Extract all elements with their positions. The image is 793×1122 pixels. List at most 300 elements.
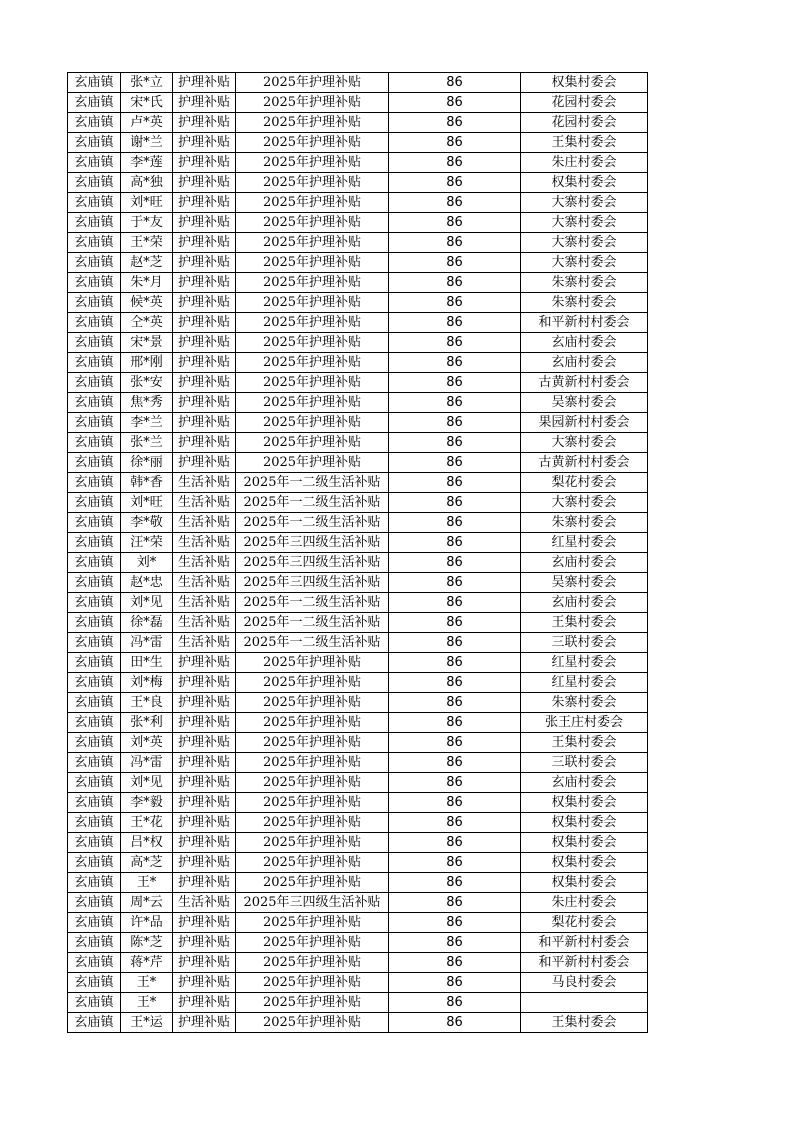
subsidy-type-cell: 生活补贴	[173, 493, 236, 513]
name-cell: 田*生	[121, 653, 173, 673]
subsidy-table-body	[68, 73, 648, 1033]
village-cell: 吴寨村委会	[521, 393, 648, 413]
amount-cell: 86	[389, 773, 521, 793]
village-cell: 王集村委会	[521, 613, 648, 633]
town-cell: 玄庙镇	[68, 813, 121, 833]
name-cell: 徐*磊	[121, 613, 173, 633]
subsidy-item-cell: 2025年护理补贴	[236, 653, 389, 673]
village-cell: 三联村委会	[521, 753, 648, 773]
table-row	[68, 213, 648, 233]
village-cell	[521, 993, 648, 1013]
town-cell: 玄庙镇	[68, 73, 121, 93]
name-cell: 吕*权	[121, 833, 173, 853]
amount-cell: 86	[389, 653, 521, 673]
subsidy-type-cell: 护理补贴	[173, 393, 236, 413]
village-cell: 果园新村村委会	[521, 413, 648, 433]
village-cell: 玄庙村委会	[521, 773, 648, 793]
town-cell: 玄庙镇	[68, 833, 121, 853]
table-row	[68, 453, 648, 473]
table-row	[68, 233, 648, 253]
subsidy-type-cell: 护理补贴	[173, 693, 236, 713]
subsidy-type-cell: 护理补贴	[173, 713, 236, 733]
table-row	[68, 173, 648, 193]
village-cell: 玄庙村委会	[521, 333, 648, 353]
amount-cell: 86	[389, 233, 521, 253]
name-cell: 蒋*芹	[121, 953, 173, 973]
name-cell: 王*良	[121, 693, 173, 713]
subsidy-type-cell: 护理补贴	[173, 993, 236, 1013]
table-row	[68, 913, 648, 933]
subsidy-type-cell: 护理补贴	[173, 133, 236, 153]
table-row	[68, 673, 648, 693]
table-row	[68, 313, 648, 333]
table-row	[68, 653, 648, 673]
name-cell: 焦*秀	[121, 393, 173, 413]
amount-cell: 86	[389, 133, 521, 153]
subsidy-type-cell: 护理补贴	[173, 1013, 236, 1033]
table-row	[68, 893, 648, 913]
town-cell: 玄庙镇	[68, 553, 121, 573]
subsidy-item-cell: 2025年护理补贴	[236, 373, 389, 393]
table-row	[68, 953, 648, 973]
subsidy-type-cell: 护理补贴	[173, 373, 236, 393]
amount-cell: 86	[389, 493, 521, 513]
name-cell: 徐*丽	[121, 453, 173, 473]
name-cell: 卢*英	[121, 113, 173, 133]
village-cell: 古黄新村村委会	[521, 453, 648, 473]
town-cell: 玄庙镇	[68, 333, 121, 353]
subsidy-type-cell: 护理补贴	[173, 873, 236, 893]
subsidy-item-cell: 2025年护理补贴	[236, 453, 389, 473]
name-cell: 王*	[121, 973, 173, 993]
subsidy-item-cell: 2025年一二级生活补贴	[236, 513, 389, 533]
name-cell: 张*利	[121, 713, 173, 733]
subsidy-type-cell: 护理补贴	[173, 753, 236, 773]
village-cell: 朱寨村委会	[521, 513, 648, 533]
subsidy-type-cell: 生活补贴	[173, 593, 236, 613]
village-cell: 朱寨村委会	[521, 293, 648, 313]
town-cell: 玄庙镇	[68, 293, 121, 313]
subsidy-type-cell: 护理补贴	[173, 113, 236, 133]
village-cell: 大寨村委会	[521, 493, 648, 513]
subsidy-type-cell: 护理补贴	[173, 853, 236, 873]
name-cell: 赵*忠	[121, 573, 173, 593]
amount-cell: 86	[389, 373, 521, 393]
amount-cell: 86	[389, 193, 521, 213]
village-cell: 权集村委会	[521, 813, 648, 833]
town-cell: 玄庙镇	[68, 173, 121, 193]
village-cell: 权集村委会	[521, 73, 648, 93]
village-cell: 王集村委会	[521, 1013, 648, 1033]
amount-cell: 86	[389, 953, 521, 973]
town-cell: 玄庙镇	[68, 233, 121, 253]
amount-cell: 86	[389, 593, 521, 613]
town-cell: 玄庙镇	[68, 393, 121, 413]
name-cell: 候*英	[121, 293, 173, 313]
name-cell: 李*莲	[121, 153, 173, 173]
subsidy-item-cell: 2025年护理补贴	[236, 813, 389, 833]
town-cell: 玄庙镇	[68, 313, 121, 333]
village-cell: 朱寨村委会	[521, 693, 648, 713]
subsidy-item-cell: 2025年护理补贴	[236, 993, 389, 1013]
table-row	[68, 113, 648, 133]
name-cell: 刘*英	[121, 733, 173, 753]
subsidy-type-cell: 生活补贴	[173, 633, 236, 653]
table-row	[68, 253, 648, 273]
table-row	[68, 733, 648, 753]
subsidy-item-cell: 2025年护理补贴	[236, 213, 389, 233]
town-cell: 玄庙镇	[68, 973, 121, 993]
village-cell: 马良村委会	[521, 973, 648, 993]
table-row	[68, 633, 648, 653]
amount-cell: 86	[389, 333, 521, 353]
village-cell: 大寨村委会	[521, 193, 648, 213]
village-cell: 三联村委会	[521, 633, 648, 653]
subsidy-item-cell: 2025年护理补贴	[236, 133, 389, 153]
name-cell: 于*友	[121, 213, 173, 233]
town-cell: 玄庙镇	[68, 793, 121, 813]
town-cell: 玄庙镇	[68, 633, 121, 653]
subsidy-item-cell: 2025年一二级生活补贴	[236, 633, 389, 653]
table-row	[68, 93, 648, 113]
name-cell: 冯*雷	[121, 753, 173, 773]
table-row	[68, 393, 648, 413]
subsidy-item-cell: 2025年一二级生活补贴	[236, 593, 389, 613]
town-cell: 玄庙镇	[68, 853, 121, 873]
amount-cell: 86	[389, 513, 521, 533]
amount-cell: 86	[389, 813, 521, 833]
table-row	[68, 693, 648, 713]
town-cell: 玄庙镇	[68, 273, 121, 293]
village-cell: 权集村委会	[521, 873, 648, 893]
town-cell: 玄庙镇	[68, 93, 121, 113]
subsidy-item-cell: 2025年护理补贴	[236, 313, 389, 333]
name-cell: 刘*梅	[121, 673, 173, 693]
village-cell: 红星村委会	[521, 533, 648, 553]
subsidy-item-cell: 2025年护理补贴	[236, 333, 389, 353]
town-cell: 玄庙镇	[68, 573, 121, 593]
name-cell: 张*立	[121, 73, 173, 93]
subsidy-type-cell: 护理补贴	[173, 333, 236, 353]
subsidy-type-cell: 生活补贴	[173, 613, 236, 633]
subsidy-item-cell: 2025年护理补贴	[236, 693, 389, 713]
subsidy-type-cell: 护理补贴	[173, 833, 236, 853]
village-cell: 和平新村村委会	[521, 933, 648, 953]
name-cell: 汪*荣	[121, 533, 173, 553]
name-cell: 张*兰	[121, 433, 173, 453]
town-cell: 玄庙镇	[68, 493, 121, 513]
subsidy-type-cell: 护理补贴	[173, 653, 236, 673]
subsidy-type-cell: 生活补贴	[173, 553, 236, 573]
subsidy-type-cell: 生活补贴	[173, 513, 236, 533]
table-row	[68, 993, 648, 1013]
amount-cell: 86	[389, 893, 521, 913]
table-row	[68, 613, 648, 633]
subsidy-type-cell: 护理补贴	[173, 353, 236, 373]
table-row	[68, 753, 648, 773]
amount-cell: 86	[389, 173, 521, 193]
subsidy-item-cell: 2025年护理补贴	[236, 713, 389, 733]
village-cell: 朱庄村委会	[521, 153, 648, 173]
subsidy-item-cell: 2025年护理补贴	[236, 793, 389, 813]
subsidy-item-cell: 2025年三四级生活补贴	[236, 573, 389, 593]
village-cell: 古黄新村村委会	[521, 373, 648, 393]
table-row	[68, 933, 648, 953]
subsidy-type-cell: 护理补贴	[173, 453, 236, 473]
name-cell: 刘*旺	[121, 193, 173, 213]
subsidy-type-cell: 护理补贴	[173, 293, 236, 313]
subsidy-item-cell: 2025年护理补贴	[236, 233, 389, 253]
subsidy-type-cell: 护理补贴	[173, 213, 236, 233]
subsidy-item-cell: 2025年护理补贴	[236, 393, 389, 413]
amount-cell: 86	[389, 693, 521, 713]
name-cell: 周*云	[121, 893, 173, 913]
amount-cell: 86	[389, 713, 521, 733]
table-row	[68, 813, 648, 833]
name-cell: 刘*	[121, 553, 173, 573]
town-cell: 玄庙镇	[68, 613, 121, 633]
town-cell: 玄庙镇	[68, 133, 121, 153]
subsidy-item-cell: 2025年护理补贴	[236, 273, 389, 293]
amount-cell: 86	[389, 453, 521, 473]
amount-cell: 86	[389, 933, 521, 953]
village-cell: 张王庄村委会	[521, 713, 648, 733]
subsidy-table-sheet	[67, 72, 648, 1033]
subsidy-item-cell: 2025年护理补贴	[236, 753, 389, 773]
table-row	[68, 333, 648, 353]
subsidy-type-cell: 护理补贴	[173, 93, 236, 113]
amount-cell: 86	[389, 873, 521, 893]
amount-cell: 86	[389, 93, 521, 113]
table-row	[68, 973, 648, 993]
subsidy-type-cell: 护理补贴	[173, 973, 236, 993]
town-cell: 玄庙镇	[68, 373, 121, 393]
amount-cell: 86	[389, 433, 521, 453]
town-cell: 玄庙镇	[68, 433, 121, 453]
amount-cell: 86	[389, 853, 521, 873]
town-cell: 玄庙镇	[68, 513, 121, 533]
amount-cell: 86	[389, 793, 521, 813]
amount-cell: 86	[389, 73, 521, 93]
amount-cell: 86	[389, 213, 521, 233]
amount-cell: 86	[389, 993, 521, 1013]
town-cell: 玄庙镇	[68, 1013, 121, 1033]
town-cell: 玄庙镇	[68, 113, 121, 133]
table-row	[68, 513, 648, 533]
subsidy-item-cell: 2025年护理补贴	[236, 353, 389, 373]
table-row	[68, 833, 648, 853]
village-cell: 大寨村委会	[521, 433, 648, 453]
name-cell: 王*运	[121, 1013, 173, 1033]
subsidy-item-cell: 2025年护理补贴	[236, 293, 389, 313]
village-cell: 梨花村委会	[521, 913, 648, 933]
subsidy-item-cell: 2025年三四级生活补贴	[236, 533, 389, 553]
name-cell: 刘*见	[121, 773, 173, 793]
subsidy-type-cell: 护理补贴	[173, 913, 236, 933]
amount-cell: 86	[389, 673, 521, 693]
amount-cell: 86	[389, 313, 521, 333]
town-cell: 玄庙镇	[68, 713, 121, 733]
town-cell: 玄庙镇	[68, 193, 121, 213]
table-row	[68, 573, 648, 593]
village-cell: 大寨村委会	[521, 233, 648, 253]
table-row	[68, 293, 648, 313]
town-cell: 玄庙镇	[68, 753, 121, 773]
table-row	[68, 413, 648, 433]
table-row	[68, 473, 648, 493]
amount-cell: 86	[389, 113, 521, 133]
subsidy-type-cell: 护理补贴	[173, 273, 236, 293]
table-row	[68, 133, 648, 153]
table-row	[68, 373, 648, 393]
subsidy-item-cell: 2025年护理补贴	[236, 913, 389, 933]
name-cell: 张*安	[121, 373, 173, 393]
amount-cell: 86	[389, 293, 521, 313]
subsidy-type-cell: 生活补贴	[173, 473, 236, 493]
subsidy-type-cell: 护理补贴	[173, 433, 236, 453]
town-cell: 玄庙镇	[68, 253, 121, 273]
subsidy-type-cell: 生活补贴	[173, 573, 236, 593]
subsidy-type-cell: 护理补贴	[173, 793, 236, 813]
town-cell: 玄庙镇	[68, 773, 121, 793]
table-row	[68, 1013, 648, 1033]
subsidy-item-cell: 2025年护理补贴	[236, 953, 389, 973]
town-cell: 玄庙镇	[68, 953, 121, 973]
name-cell: 朱*月	[121, 273, 173, 293]
table-row	[68, 853, 648, 873]
amount-cell: 86	[389, 533, 521, 553]
subsidy-type-cell: 护理补贴	[173, 813, 236, 833]
subsidy-item-cell: 2025年护理补贴	[236, 1013, 389, 1033]
subsidy-type-cell: 护理补贴	[173, 933, 236, 953]
table-row	[68, 713, 648, 733]
amount-cell: 86	[389, 913, 521, 933]
table-row	[68, 553, 648, 573]
subsidy-type-cell: 护理补贴	[173, 193, 236, 213]
town-cell: 玄庙镇	[68, 153, 121, 173]
name-cell: 李*兰	[121, 413, 173, 433]
town-cell: 玄庙镇	[68, 213, 121, 233]
amount-cell: 86	[389, 413, 521, 433]
amount-cell: 86	[389, 473, 521, 493]
town-cell: 玄庙镇	[68, 933, 121, 953]
village-cell: 玄庙村委会	[521, 353, 648, 373]
subsidy-item-cell: 2025年护理补贴	[236, 93, 389, 113]
town-cell: 玄庙镇	[68, 473, 121, 493]
town-cell: 玄庙镇	[68, 353, 121, 373]
name-cell: 许*品	[121, 913, 173, 933]
amount-cell: 86	[389, 153, 521, 173]
table-row	[68, 193, 648, 213]
subsidy-type-cell: 护理补贴	[173, 733, 236, 753]
subsidy-type-cell: 护理补贴	[173, 673, 236, 693]
subsidy-item-cell: 2025年护理补贴	[236, 253, 389, 273]
subsidy-type-cell: 护理补贴	[173, 773, 236, 793]
name-cell: 谢*兰	[121, 133, 173, 153]
name-cell: 李*敬	[121, 513, 173, 533]
amount-cell: 86	[389, 273, 521, 293]
subsidy-item-cell: 2025年护理补贴	[236, 873, 389, 893]
town-cell: 玄庙镇	[68, 913, 121, 933]
village-cell: 权集村委会	[521, 833, 648, 853]
name-cell: 宋*氏	[121, 93, 173, 113]
village-cell: 权集村委会	[521, 853, 648, 873]
village-cell: 权集村委会	[521, 173, 648, 193]
town-cell: 玄庙镇	[68, 873, 121, 893]
table-row	[68, 793, 648, 813]
subsidy-type-cell: 护理补贴	[173, 233, 236, 253]
amount-cell: 86	[389, 633, 521, 653]
name-cell: 邢*刚	[121, 353, 173, 373]
subsidy-item-cell: 2025年一二级生活补贴	[236, 473, 389, 493]
name-cell: 王*	[121, 873, 173, 893]
village-cell: 和平新村村委会	[521, 313, 648, 333]
amount-cell: 86	[389, 833, 521, 853]
subsidy-item-cell: 2025年护理补贴	[236, 733, 389, 753]
subsidy-type-cell: 护理补贴	[173, 73, 236, 93]
village-cell: 朱寨村委会	[521, 273, 648, 293]
table-row	[68, 273, 648, 293]
subsidy-item-cell: 2025年护理补贴	[236, 73, 389, 93]
subsidy-item-cell: 2025年护理补贴	[236, 193, 389, 213]
subsidy-type-cell: 护理补贴	[173, 953, 236, 973]
name-cell: 高*芝	[121, 853, 173, 873]
village-cell: 花园村委会	[521, 93, 648, 113]
subsidy-item-cell: 2025年护理补贴	[236, 833, 389, 853]
village-cell: 朱庄村委会	[521, 893, 648, 913]
subsidy-table	[67, 72, 648, 1033]
table-row	[68, 353, 648, 373]
amount-cell: 86	[389, 253, 521, 273]
amount-cell: 86	[389, 613, 521, 633]
village-cell: 花园村委会	[521, 113, 648, 133]
name-cell: 王*荣	[121, 233, 173, 253]
subsidy-type-cell: 护理补贴	[173, 253, 236, 273]
subsidy-type-cell: 护理补贴	[173, 313, 236, 333]
name-cell: 陈*芝	[121, 933, 173, 953]
subsidy-item-cell: 2025年护理补贴	[236, 773, 389, 793]
subsidy-item-cell: 2025年护理补贴	[236, 113, 389, 133]
name-cell: 高*独	[121, 173, 173, 193]
amount-cell: 86	[389, 973, 521, 993]
amount-cell: 86	[389, 353, 521, 373]
village-cell: 红星村委会	[521, 673, 648, 693]
subsidy-type-cell: 生活补贴	[173, 533, 236, 553]
village-cell: 玄庙村委会	[521, 593, 648, 613]
amount-cell: 86	[389, 753, 521, 773]
village-cell: 吴寨村委会	[521, 573, 648, 593]
village-cell: 红星村委会	[521, 653, 648, 673]
table-row	[68, 593, 648, 613]
amount-cell: 86	[389, 573, 521, 593]
village-cell: 大寨村委会	[521, 253, 648, 273]
village-cell: 玄庙村委会	[521, 553, 648, 573]
subsidy-type-cell: 护理补贴	[173, 173, 236, 193]
subsidy-item-cell: 2025年护理补贴	[236, 413, 389, 433]
town-cell: 玄庙镇	[68, 593, 121, 613]
table-row	[68, 433, 648, 453]
town-cell: 玄庙镇	[68, 693, 121, 713]
town-cell: 玄庙镇	[68, 893, 121, 913]
subsidy-type-cell: 生活补贴	[173, 893, 236, 913]
village-cell: 权集村委会	[521, 793, 648, 813]
name-cell: 刘*见	[121, 593, 173, 613]
subsidy-item-cell: 2025年护理补贴	[236, 153, 389, 173]
town-cell: 玄庙镇	[68, 733, 121, 753]
subsidy-item-cell: 2025年护理补贴	[236, 433, 389, 453]
subsidy-type-cell: 护理补贴	[173, 413, 236, 433]
table-row	[68, 533, 648, 553]
